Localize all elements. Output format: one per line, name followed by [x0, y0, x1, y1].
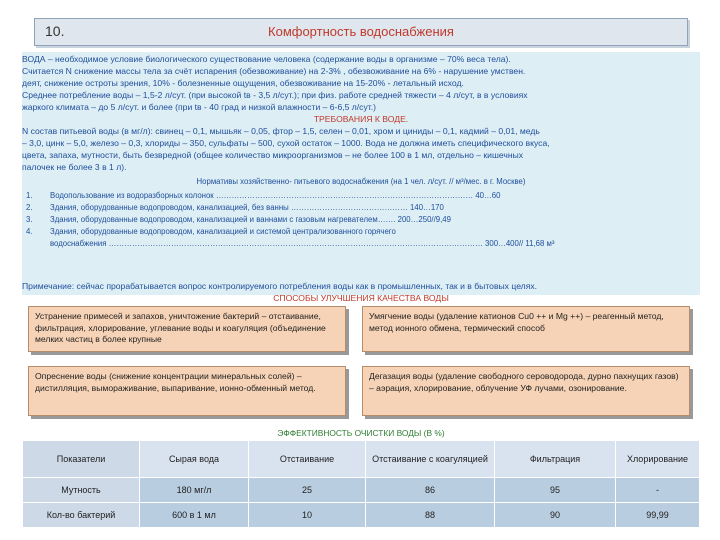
paragraph-line: Считается N снижение массы тела за счёт испарения (обезвоживание) на 2-3% , обезвоживание на 6% - нарушение умствен.	[22, 66, 526, 76]
table-cell: 180 мг/л	[140, 478, 249, 503]
method-box-desalination: Опреснение воды (снижение концентрации минеральных солей) – дистилляция, вымораживание, выпаривание, ионно-обменный метод.	[28, 366, 346, 416]
norm-item: Здания, оборудованные водопроводом, канализацией и системой централизованного горячего	[50, 227, 396, 236]
norm-number: 4.	[26, 227, 33, 236]
efficiency-table	[22, 440, 700, 528]
table-row	[23, 503, 700, 528]
paragraph-line: Среднее потребление воды – 1,5-2 л/сут. (при высокой tв - 3,5 л/сут.); при физ. работе средней тяжести – 4 л/сут, в в условиях	[22, 90, 528, 100]
paragraph-line: жаркого климата – до 5 л/сут. и более (при tв - 40 град и низкой влажности – 6-6,5 л/сут.)	[22, 102, 377, 112]
paragraph-line: – 3,0, цинк – 5,0, железо – 0,3, хлориды – 350, сульфаты – 500, сухой остаток – 1000. Вода не должна иметь специфического вкуса,	[22, 138, 550, 148]
slide-number: 10.	[45, 23, 65, 39]
content-block	[22, 52, 700, 295]
table-header-cell: Отстаивание с коагуляцией	[366, 441, 495, 478]
table-cell: 10	[249, 503, 366, 528]
norm-item: Здания, оборудованные водопроводом, канализацией, без ванны ……………………………………… 140…170	[50, 203, 444, 212]
method-box-degassing: Дегазация воды (удаление свободного сероводорода, дурно пахнущих газов) – аэрация, хлорирование, облучение УФ лучами, озонирование.	[362, 366, 690, 416]
table-header-cell: Показатели	[23, 441, 140, 478]
norm-number: 2.	[26, 203, 33, 212]
method-box-softening: Умягчение воды (удаление катионов Cu0 ++ и Mg ++) – реагенный метод, метод ионного обмена, термический способ	[362, 306, 690, 352]
requirements-title: ТРЕБОВАНИЯ К ВОДЕ.	[313, 114, 409, 124]
paragraph-line: деят, снижение остроты зрения, 10% - болезненные ощущения, обезвоживание на 15-20% - летальный исход.	[22, 78, 464, 88]
table-row	[23, 478, 700, 503]
table-cell: 95	[495, 478, 616, 503]
table-cell: 99,99	[616, 503, 700, 528]
table-header-cell: Сырая вода	[140, 441, 249, 478]
table-cell: Мутность	[23, 478, 140, 503]
norm-item: Водопользование из водоразборных колонок ……………………………………………………………………………………… 40…60	[50, 191, 501, 200]
note: Примечание: сейчас прорабатывается вопрос контролируемого потребления воды как в промышленных, так и в бытовых целях.	[22, 281, 538, 291]
table-cell: Кол-во бактерий	[23, 503, 140, 528]
paragraph-line: палочек не более 3 в 1 л).	[22, 162, 127, 172]
norm-item: Здания, оборудованные водопроводом, канализацией и ваннами с газовым нагревателем……. 200…250//9,49	[50, 215, 451, 224]
norm-item: водоснабжения ……………………………………………………………………………………………………………………………… 300…400// 11,68 м³	[50, 239, 555, 248]
paragraph-line: N состав питьевой воды (в мг/л): свинец – 0,1, мышьяк – 0,05, фтор – 1,5, селен – 0,01, хром и циниды – 0,1, кадмий – 0,01, медь	[22, 126, 540, 136]
table-cell: 600 в 1 мл	[140, 503, 249, 528]
table-cell: 25	[249, 478, 366, 503]
table-cell: 88	[366, 503, 495, 528]
table-header-cell: Фильтрация	[495, 441, 616, 478]
table-header-cell: Хлорирование	[616, 441, 700, 478]
norm-number: 1.	[26, 191, 33, 200]
paragraph-line: ВОДА – необходимое условие биологического существование человека (содержание воды в организме – 70% веса тела).	[22, 54, 511, 64]
slide-header	[34, 18, 688, 46]
table-cell: 86	[366, 478, 495, 503]
slide-title: Комфортность водоснабжения	[268, 24, 454, 39]
table-cell: -	[616, 478, 700, 503]
norm-number: 3.	[26, 215, 33, 224]
efficiency-title: ЭФФЕКТИВНОСТЬ ОЧИСТКИ ВОДЫ (В %)	[277, 428, 445, 438]
norms-title: Нормативы хозяйственно- питьевого водоснабжения (на 1 чел. л/сут. // м³/мес. в г. Москве)	[196, 177, 526, 186]
table-header-cell: Отстаивание	[249, 441, 366, 478]
paragraph-line: цвета, запаха, мутности, быть безвредной (общее количество микроорганизмов – не более 100 в 1 мл, отдельно – кишечных	[22, 150, 524, 160]
table-cell: 90	[495, 503, 616, 528]
methods-title: СПОСОБЫ УЛУЧШЕНИЯ КАЧЕСТВА ВОДЫ	[273, 293, 449, 303]
table-header-row	[23, 441, 700, 478]
method-box-purification: Устранение примесей и запахов, уничтожение бактерий – отстаивание, фильтрация, хлорирование, углевание воды и коагуляция (объединение мелких частиц в более крупные	[28, 306, 346, 352]
